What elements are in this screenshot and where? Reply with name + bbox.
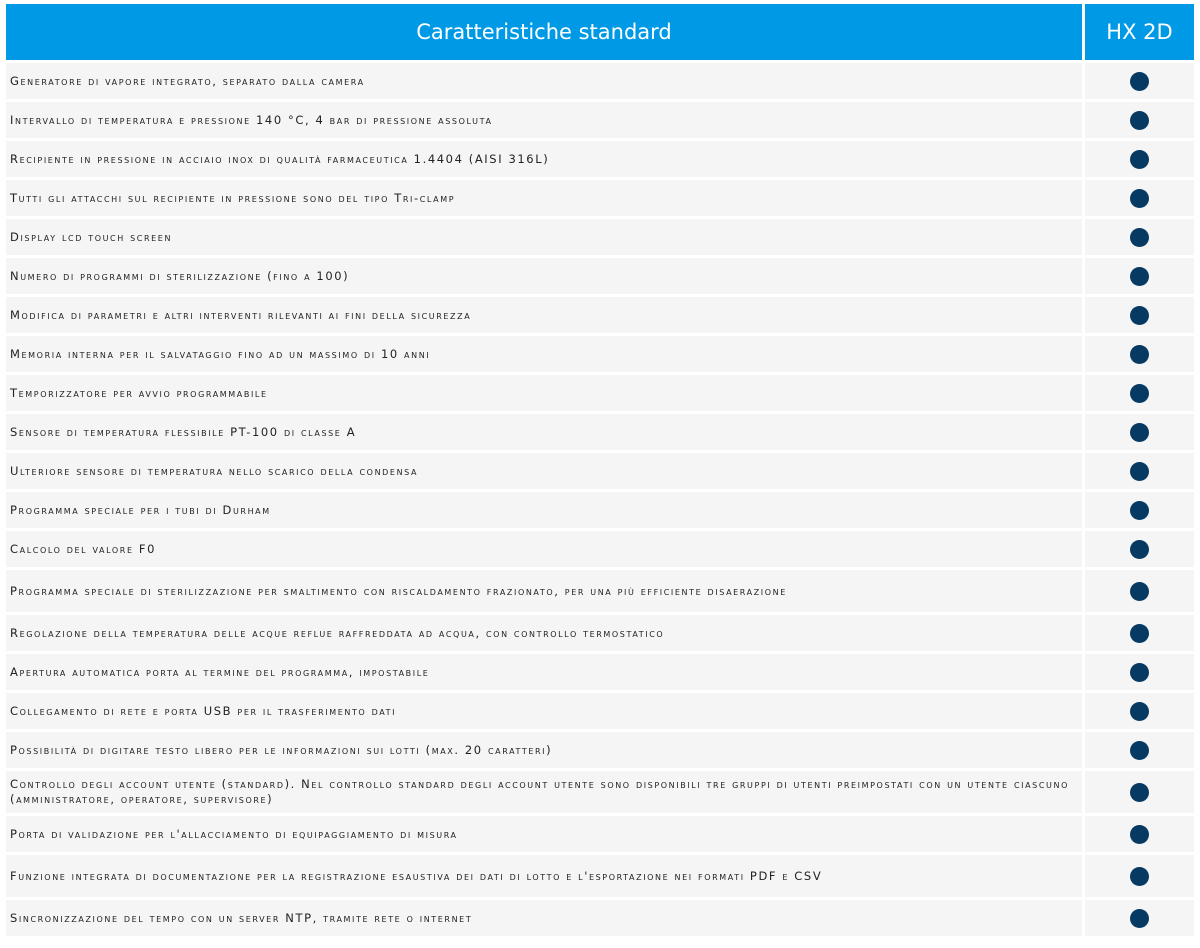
included-dot-icon bbox=[1130, 909, 1149, 928]
table-row bbox=[6, 180, 1194, 216]
availability-cell bbox=[1085, 693, 1194, 729]
included-dot-icon bbox=[1130, 384, 1149, 403]
included-dot-icon bbox=[1130, 111, 1149, 130]
availability-cell bbox=[1085, 492, 1194, 528]
feature-label: Possibilità di digitare testo libero per le informazioni sui lotti (max. 20 caratteri) bbox=[6, 732, 1082, 768]
table-row bbox=[6, 615, 1194, 651]
table-row bbox=[6, 855, 1194, 897]
table-row bbox=[6, 900, 1194, 936]
feature-label: Numero di programmi di sterilizzazione (fino a 100) bbox=[6, 258, 1082, 294]
availability-cell bbox=[1085, 654, 1194, 690]
availability-cell bbox=[1085, 102, 1194, 138]
table-row bbox=[6, 492, 1194, 528]
features-table bbox=[3, 1, 1197, 939]
table-row bbox=[6, 336, 1194, 372]
availability-cell bbox=[1085, 900, 1194, 936]
feature-label: Display lcd touch screen bbox=[6, 219, 1082, 255]
feature-label: Controllo degli account utente (standard). Nel controllo standard degli account utente sono disponibili tre gruppi di utenti preimpostati con un utente ciascuno (amministratore, operatore, supervisore) bbox=[6, 771, 1082, 813]
included-dot-icon bbox=[1130, 825, 1149, 844]
feature-label: Sensore di temperatura flessibile PT-100 di classe A bbox=[6, 414, 1082, 450]
table-row bbox=[6, 258, 1194, 294]
included-dot-icon bbox=[1130, 867, 1149, 886]
feature-label: Modifica di parametri e altri interventi rilevanti ai fini della sicurezza bbox=[6, 297, 1082, 333]
included-dot-icon bbox=[1130, 741, 1149, 760]
table-row bbox=[6, 219, 1194, 255]
availability-cell bbox=[1085, 453, 1194, 489]
included-dot-icon bbox=[1130, 189, 1149, 208]
availability-cell bbox=[1085, 570, 1194, 612]
table-row bbox=[6, 63, 1194, 99]
feature-label: Porta di validazione per l'allacciamento di equipaggiamento di misura bbox=[6, 816, 1082, 852]
feature-label: Ulteriore sensore di temperatura nello scarico della condensa bbox=[6, 453, 1082, 489]
feature-label: Recipiente in pressione in acciaio inox di qualità farmaceutica 1.4404 (AISI 316L) bbox=[6, 141, 1082, 177]
availability-cell bbox=[1085, 180, 1194, 216]
included-dot-icon bbox=[1130, 228, 1149, 247]
availability-cell bbox=[1085, 732, 1194, 768]
table-row bbox=[6, 102, 1194, 138]
availability-cell bbox=[1085, 531, 1194, 567]
included-dot-icon bbox=[1130, 624, 1149, 643]
feature-label: Intervallo di temperatura e pressione 140 °C, 4 bar di pressione assoluta bbox=[6, 102, 1082, 138]
table-row bbox=[6, 414, 1194, 450]
included-dot-icon bbox=[1130, 345, 1149, 364]
feature-label: Calcolo del valore F0 bbox=[6, 531, 1082, 567]
table-row bbox=[6, 375, 1194, 411]
feature-label: Programma speciale di sterilizzazione per smaltimento con riscaldamento frazionato, per una più efficiente disaerazione bbox=[6, 570, 1082, 612]
availability-cell bbox=[1085, 375, 1194, 411]
included-dot-icon bbox=[1130, 267, 1149, 286]
table-header-row bbox=[6, 4, 1194, 60]
feature-label: Programma speciale per i tubi di Durham bbox=[6, 492, 1082, 528]
table-row bbox=[6, 816, 1194, 852]
feature-label: Generatore di vapore integrato, separato dalla camera bbox=[6, 63, 1082, 99]
included-dot-icon bbox=[1130, 462, 1149, 481]
feature-label: Funzione integrata di documentazione per la registrazione esaustiva dei dati di lotto e l'esportazione nei formati PDF e CSV bbox=[6, 855, 1082, 897]
feature-label: Regolazione della temperatura delle acque reflue raffreddata ad acqua, con controllo termostatico bbox=[6, 615, 1082, 651]
included-dot-icon bbox=[1130, 540, 1149, 559]
feature-label: Tutti gli attacchi sul recipiente in pressione sono del tipo Tri-clamp bbox=[6, 180, 1082, 216]
feature-label: Memoria interna per il salvataggio fino ad un massimo di 10 anni bbox=[6, 336, 1082, 372]
feature-label: Temporizzatore per avvio programmabile bbox=[6, 375, 1082, 411]
table-row bbox=[6, 297, 1194, 333]
features-column-header: Caratteristiche standard bbox=[6, 4, 1082, 60]
included-dot-icon bbox=[1130, 582, 1149, 601]
availability-cell bbox=[1085, 336, 1194, 372]
included-dot-icon bbox=[1130, 783, 1149, 802]
included-dot-icon bbox=[1130, 702, 1149, 721]
included-dot-icon bbox=[1130, 663, 1149, 682]
availability-cell bbox=[1085, 219, 1194, 255]
included-dot-icon bbox=[1130, 306, 1149, 325]
table-row bbox=[6, 570, 1194, 612]
feature-label: Apertura automatica porta al termine del programma, impostabile bbox=[6, 654, 1082, 690]
included-dot-icon bbox=[1130, 72, 1149, 91]
table-row bbox=[6, 141, 1194, 177]
table-row bbox=[6, 693, 1194, 729]
table-row bbox=[6, 453, 1194, 489]
feature-label: Sincronizzazione del tempo con un server NTP, tramite rete o internet bbox=[6, 900, 1082, 936]
availability-cell bbox=[1085, 615, 1194, 651]
included-dot-icon bbox=[1130, 501, 1149, 520]
features-table-container bbox=[6, 4, 1194, 939]
availability-cell bbox=[1085, 771, 1194, 813]
availability-cell bbox=[1085, 855, 1194, 897]
availability-cell bbox=[1085, 816, 1194, 852]
availability-cell bbox=[1085, 63, 1194, 99]
availability-cell bbox=[1085, 141, 1194, 177]
included-dot-icon bbox=[1130, 423, 1149, 442]
availability-cell bbox=[1085, 297, 1194, 333]
table-row bbox=[6, 771, 1194, 813]
feature-label: Collegamento di rete e porta USB per il trasferimento dati bbox=[6, 693, 1082, 729]
availability-cell bbox=[1085, 414, 1194, 450]
table-row bbox=[6, 654, 1194, 690]
table-row bbox=[6, 531, 1194, 567]
availability-cell bbox=[1085, 258, 1194, 294]
model-column-header: HX 2D bbox=[1085, 4, 1194, 60]
table-row bbox=[6, 732, 1194, 768]
included-dot-icon bbox=[1130, 150, 1149, 169]
